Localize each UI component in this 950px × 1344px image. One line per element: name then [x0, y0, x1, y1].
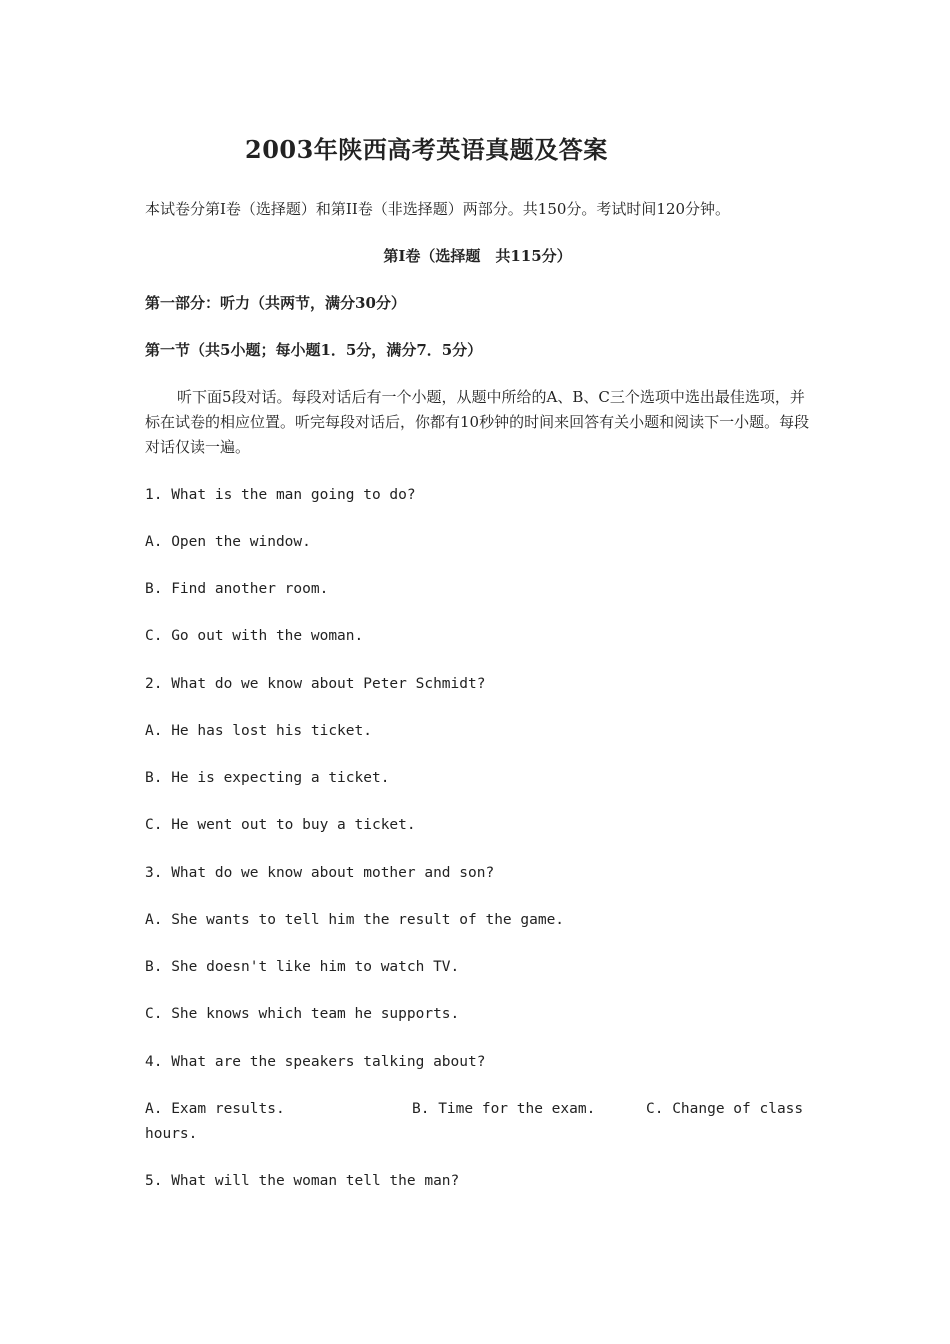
answer-option: C. He went out to buy a ticket. — [145, 817, 416, 833]
answer-option: B. Time for the exam. — [412, 1101, 596, 1117]
exam-intro: 本试卷分第I卷（选择题）和第II卷（非选择题）两部分。共150分。考试时间120分钟。 — [145, 200, 731, 218]
answer-option: B. She doesn't like him to watch TV. — [145, 959, 460, 975]
section-heading: 第一节（共5小题；每小题1．5分，满分7．5分） — [145, 341, 483, 359]
question-stem: 4. What are the speakers talking about? — [145, 1054, 486, 1070]
answer-option: C. Change of class — [646, 1101, 804, 1117]
answer-option: C. She knows which team he supports. — [145, 1006, 460, 1022]
question-stem: 5. What will the woman tell the man? — [145, 1173, 460, 1189]
answer-option-continuation: hours. — [145, 1126, 198, 1142]
answer-option: B. He is expecting a ticket. — [145, 770, 390, 786]
question-stem: 2. What do we know about Peter Schmidt? — [145, 676, 486, 692]
answer-option: C. Go out with the woman. — [145, 628, 364, 644]
answer-options-row — [145, 1097, 810, 1122]
part-heading: 第一部分：听力（共两节，满分30分） — [145, 294, 406, 312]
question-stem: 3. What do we know about mother and son? — [145, 865, 495, 881]
document-title: 2003年陕西高考英语真题及答案 — [245, 135, 608, 164]
volume-heading: 第I卷（选择题 共115分） — [383, 247, 572, 265]
answer-option: A. He has lost his ticket. — [145, 723, 372, 739]
listening-instructions: 听下面5段对话。每段对话后有一个小题，从题中所给的A、B、C三个选项中选出最佳选项，并标在试卷的相应位置。听完每段对话后，你都有10秒钟的时间来回答有关小题和阅读下一小题。每段对话仅读一遍。 — [145, 388, 810, 456]
answer-option: A. Open the window. — [145, 534, 311, 550]
answer-option: A. She wants to tell him the result of the game. — [145, 912, 565, 928]
question-stem: 1. What is the man going to do? — [145, 487, 416, 503]
answer-option: B. Find another room. — [145, 581, 329, 597]
answer-option: A. Exam results. — [145, 1101, 285, 1117]
